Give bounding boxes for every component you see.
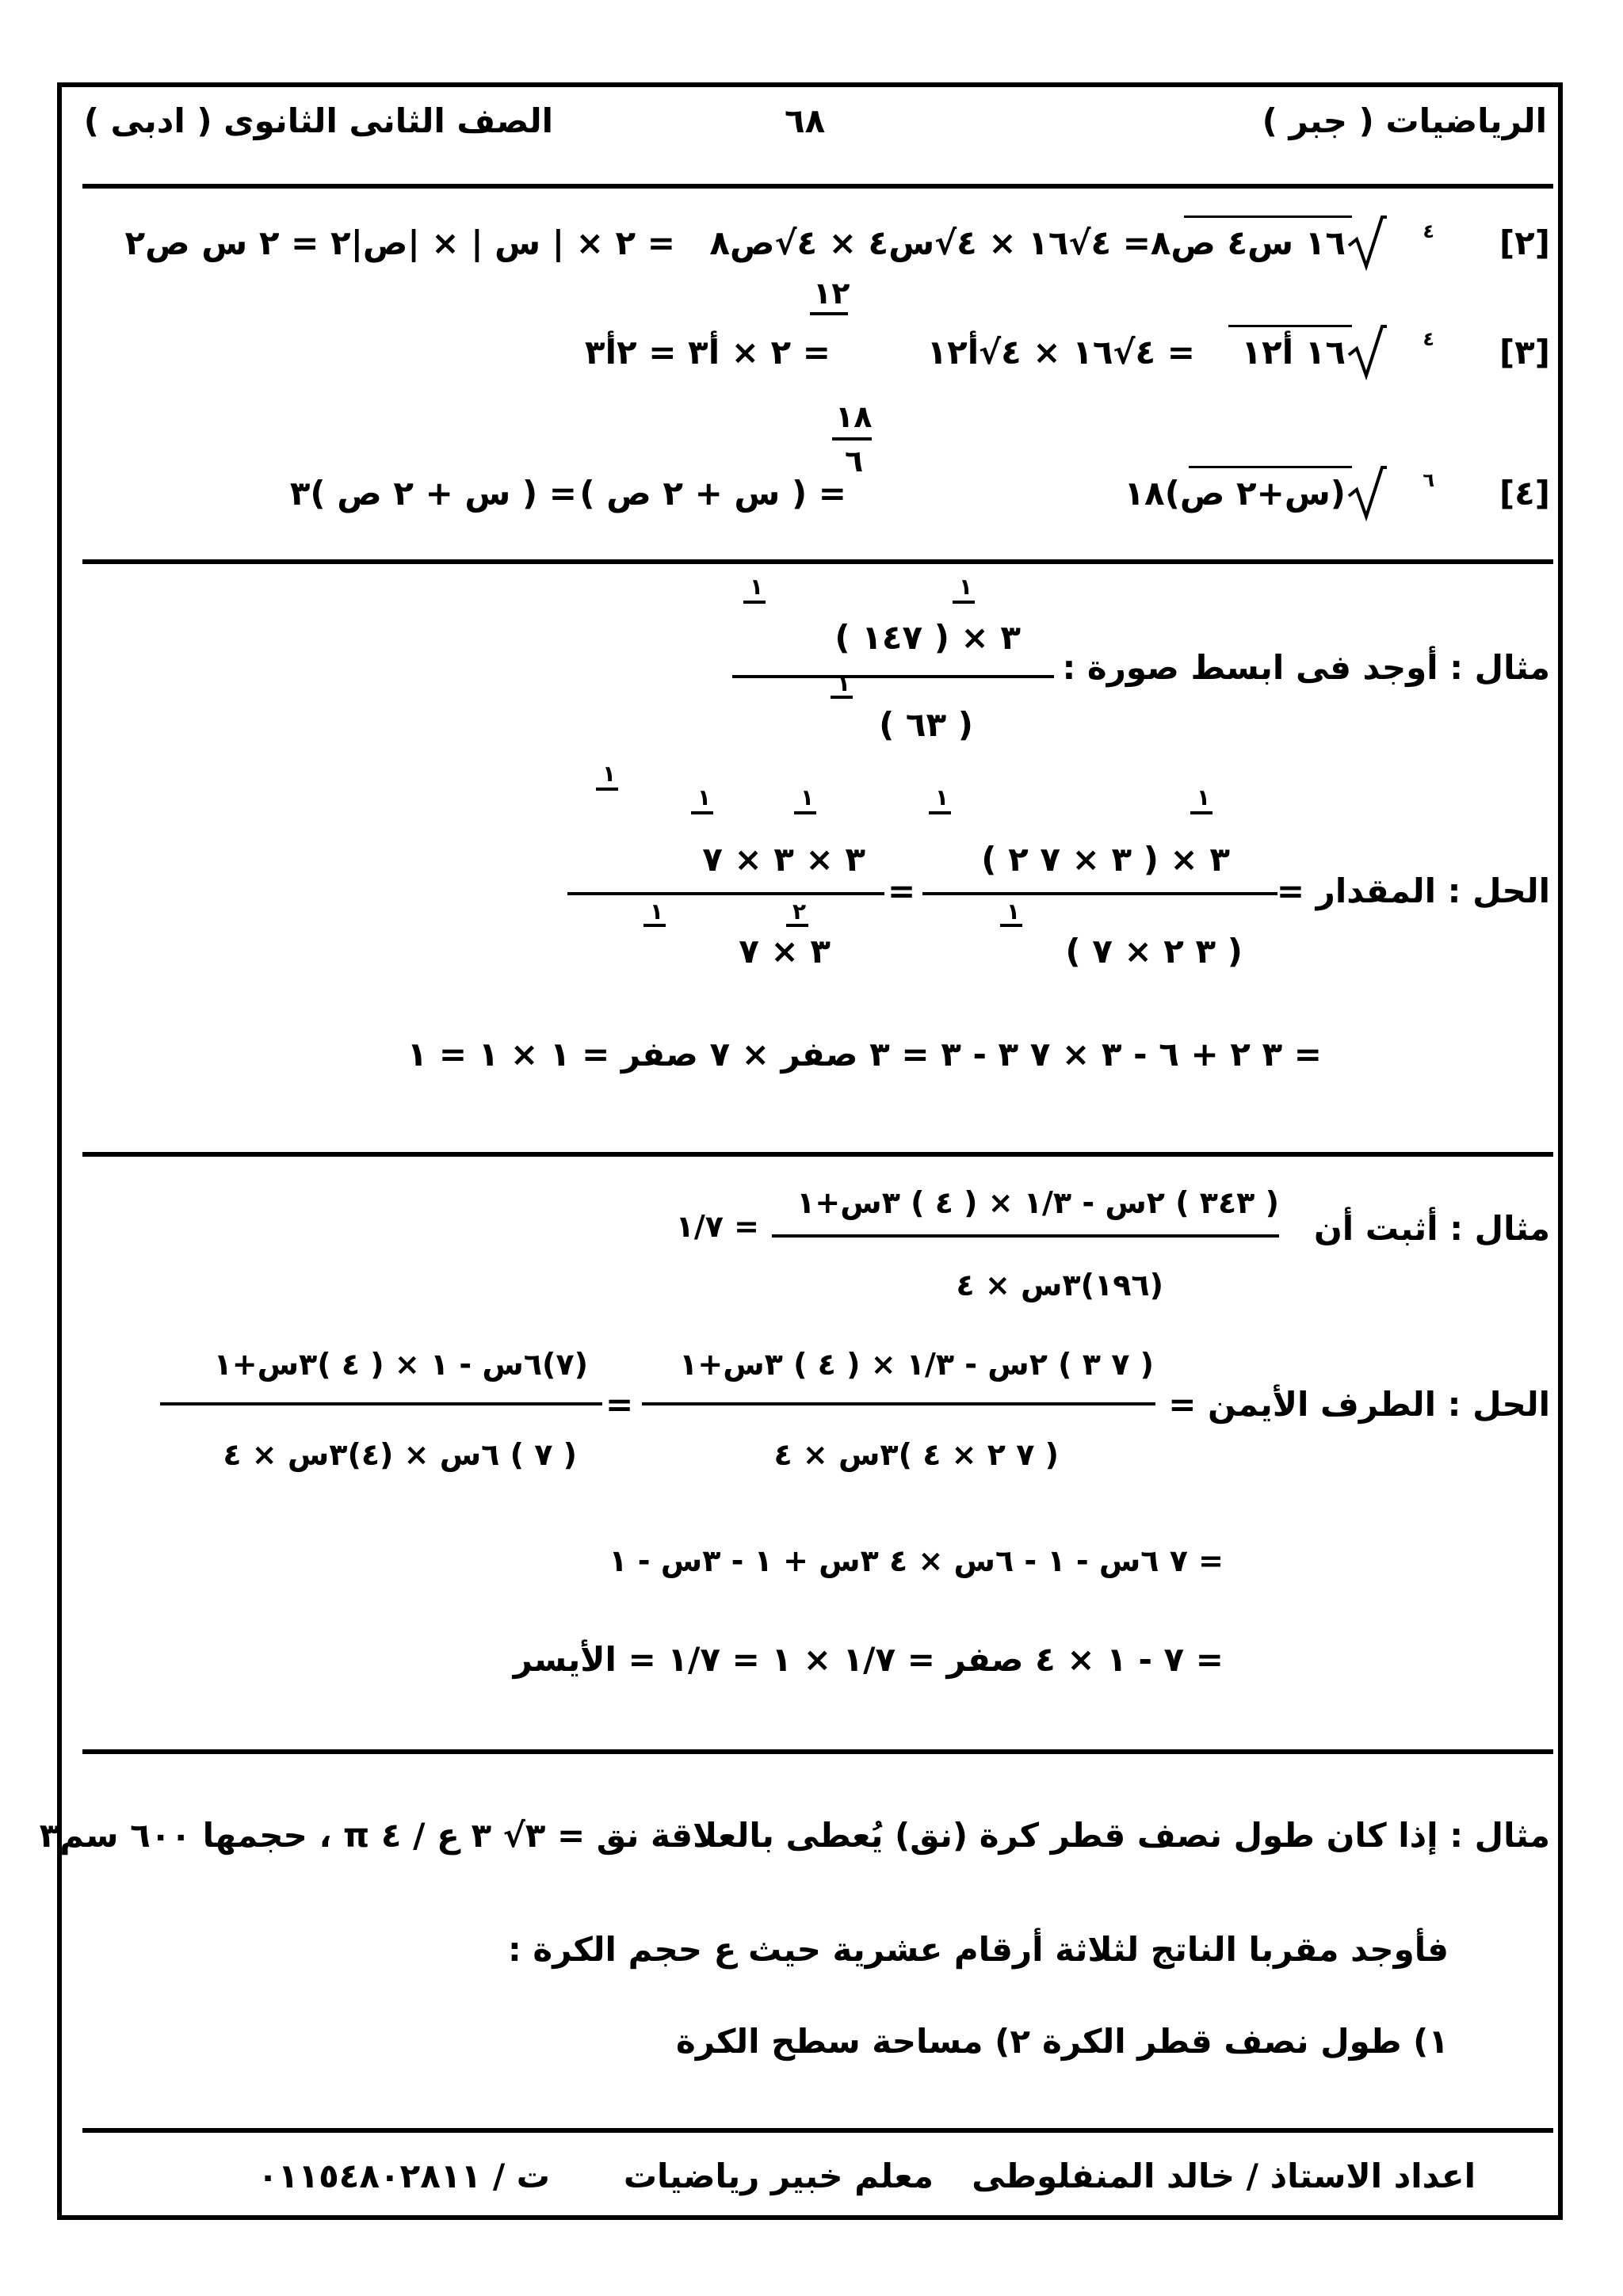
example4-item1: ١) طول نصف قطر الكرة — [1042, 2022, 1449, 2061]
example2-solution-label: الحل : المقدار = — [1276, 871, 1550, 910]
page-frame — [57, 82, 1563, 2220]
footer-phone: ت / ٠١١٥٤٨٠٢٨١١ — [258, 2157, 550, 2195]
ex3-step1-denominator: ( ٧ ٢ × ٤ )٣س × ٤ — [773, 1437, 1059, 1472]
line4-radicand: (س+٢ ص)١٨ — [1124, 474, 1346, 513]
ex2-s2-den-exp1: ١ — [650, 898, 664, 925]
line2-label: [٢] — [1499, 223, 1550, 262]
line4-result: = ( س + ٢ ص )٣ — [289, 474, 577, 513]
line3-vinculum — [1228, 325, 1352, 327]
section2-divider — [82, 1152, 1553, 1157]
line4-exp-den: ٦ — [845, 444, 864, 479]
line2-result: = ٢ × | س | × |ص|٢ = ٢ س ص٢ — [124, 223, 675, 262]
ex2-s1-exp2-bar — [1190, 811, 1212, 814]
example3-numerator: ( ٣٤٣ ) ٢س - ١/٣ × ( ٤ ) ٣س+١ — [796, 1185, 1279, 1220]
example2-prompt: مثال : أوجد فى ابسط صورة : — [1062, 648, 1550, 687]
ex2-s2-exp2-num: ١ — [800, 784, 815, 810]
ex3-equals: = — [605, 1385, 634, 1424]
ex2-s1-exp6-num: ١ — [935, 784, 949, 810]
line3-exp-num: ١٢ — [813, 276, 850, 311]
step2-fraction-bar — [567, 892, 884, 895]
ex3-step1-fraction-bar — [642, 1402, 1155, 1405]
example2-final: = ٣ ٢ + ٦ - ٣ × ٧ ٣ - ٣ = ٣ صفر × ٧ صفر = ١ × ١ = ١ — [407, 1035, 1322, 1074]
line3-middle: = ٤√١٦ × ٤√ﺃ١٢ — [926, 333, 1195, 372]
ex3-step2-numerator: (٧)٦س - ١ × ( ٤ )٣س+١ — [213, 1347, 588, 1382]
ex2-exp2-num: ١ — [959, 574, 973, 600]
ex2-s2-exp3-bar — [596, 788, 618, 791]
step2-denominator: ٣ × ٧ — [739, 932, 831, 971]
section3-divider — [82, 1749, 1553, 1754]
example3-fraction-bar — [772, 1234, 1279, 1238]
line4-index: ٦ — [1423, 469, 1434, 491]
example4-line2: فأوجد مقربا الناتج لثلاثة أرقام عشرية حيث ع حجم الكرة : — [508, 1930, 1449, 1969]
header-grade: الصف الثانى الثانوى ( ادبى ) — [83, 101, 553, 140]
footer-divider — [82, 2128, 1553, 2133]
header-divider — [82, 184, 1553, 189]
ex2-exp3-num: ١ — [837, 670, 851, 696]
ex2-s2-den-exp1-bar — [643, 924, 666, 927]
line2-radicand: ١٦ س٤ ص٨ — [1150, 223, 1346, 262]
ex2-s2-exp3-num: ١ — [602, 761, 617, 787]
ex2-exp3-bar — [831, 696, 853, 699]
header-page-number: ٦٨ — [785, 101, 826, 140]
equals-sign: = — [888, 871, 916, 910]
ex2-s2-exp6-num: ١ — [697, 784, 712, 810]
ex3-step3: = ٧ ٦س - ١ - ٦س × ٤ ٣س + ١ - ٣س - ١ — [609, 1543, 1224, 1578]
line3-radicand: ١٦ ﺃ١٢ — [1241, 333, 1346, 372]
line2-index: ٤ — [1423, 220, 1434, 242]
example2-denominator: ( ٦٣ ) — [879, 705, 973, 744]
step1-numerator: ٣ × ( ٣ × ٧ ٢ ) — [981, 840, 1230, 879]
ex2-s1-exp3-num: ١ — [1006, 898, 1021, 925]
line2-radical-sign — [1347, 215, 1387, 271]
line3-radical-sign — [1347, 325, 1387, 380]
example2-fraction-bar — [732, 675, 1054, 678]
ex2-s1-exp6-bar — [929, 811, 951, 814]
footer-author: اعداد الاستاذ / خالد المنفلوطى — [972, 2157, 1476, 2195]
ex2-exp6-num: ١ — [750, 574, 764, 600]
example3-prompt: مثال : أثبت أن — [1313, 1209, 1550, 1248]
ex2-s2-den-exp2-bar — [786, 924, 808, 927]
line3-exp-bar — [810, 312, 848, 315]
ex3-step2-denominator: ( ٧ ) ٦س × (٤)٣س × ٤ — [223, 1437, 577, 1472]
example2-numerator: ٣ × ( ١٤٧ ) — [834, 618, 1021, 657]
ex3-step1-numerator: ( ٧ ٣ ) ٢س - ١/٣ × ( ٤ ) ٣س+١ — [679, 1347, 1154, 1382]
example3-denominator: (١٩٦)٣س × ٤ — [956, 1268, 1163, 1302]
example4-item2: ٢) مساحة سطح الكرة — [676, 2022, 1030, 2061]
line4-middle: = ( س + ٢ ص ) — [579, 474, 846, 513]
line4-vinculum — [1189, 466, 1352, 468]
example4-line1: مثال : إذا كان طول نصف قطر كرة (نق) يُعطى بالعلاقة نق = ٣√ ٣ ع / ٤ π ، حجمها ٦٠٠ سم٣ — [39, 1816, 1550, 1855]
step1-denominator: ( ٣ ٢ × ٧ ) — [1065, 932, 1243, 971]
line4-exp-bar — [832, 437, 872, 441]
line2-vinculum — [1184, 215, 1352, 218]
section1-divider — [82, 559, 1553, 564]
line2-middle: = ٤√١٦ × ٤√س٤ × ٤√ص٨ — [709, 223, 1151, 262]
line4-label: [٤] — [1499, 474, 1550, 513]
step2-numerator: ٣ × ٣ × ٧ — [702, 840, 865, 879]
ex3-step2-fraction-bar — [160, 1402, 602, 1405]
ex2-s2-exp2-bar — [794, 811, 816, 814]
line4-exp-num: ١٨ — [835, 399, 873, 434]
example3-solution-label: الحل : الطرف الأيمن = — [1168, 1385, 1550, 1424]
ex2-s2-exp6-bar — [691, 811, 713, 814]
line3-index: ٤ — [1423, 328, 1434, 350]
footer-title: معلم خبير رياضيات — [623, 2157, 934, 2195]
line4-radical-sign — [1347, 466, 1387, 521]
ex3-step4: = ٧ - ١ × ٤ صفر = ١/٧ × ١ = ١/٧ = الأيسر — [513, 1640, 1224, 1679]
ex2-exp6-bar — [743, 601, 766, 604]
line3-result: = ٢ × ﺃ٣ = ٢ﺃ٣ — [584, 333, 831, 372]
ex2-s1-exp3-bar — [1000, 924, 1022, 927]
line3-label: [٣] — [1499, 333, 1550, 372]
ex2-s2-den-exp2: ٢ — [792, 898, 807, 925]
header-subject: الرياضيات ( جبر ) — [1262, 101, 1547, 140]
step1-fraction-bar — [922, 892, 1277, 895]
example3-rhs: = ١/٧ — [675, 1209, 759, 1244]
ex2-s1-exp2-num: ١ — [1197, 784, 1211, 810]
ex2-exp2-bar — [953, 601, 975, 604]
